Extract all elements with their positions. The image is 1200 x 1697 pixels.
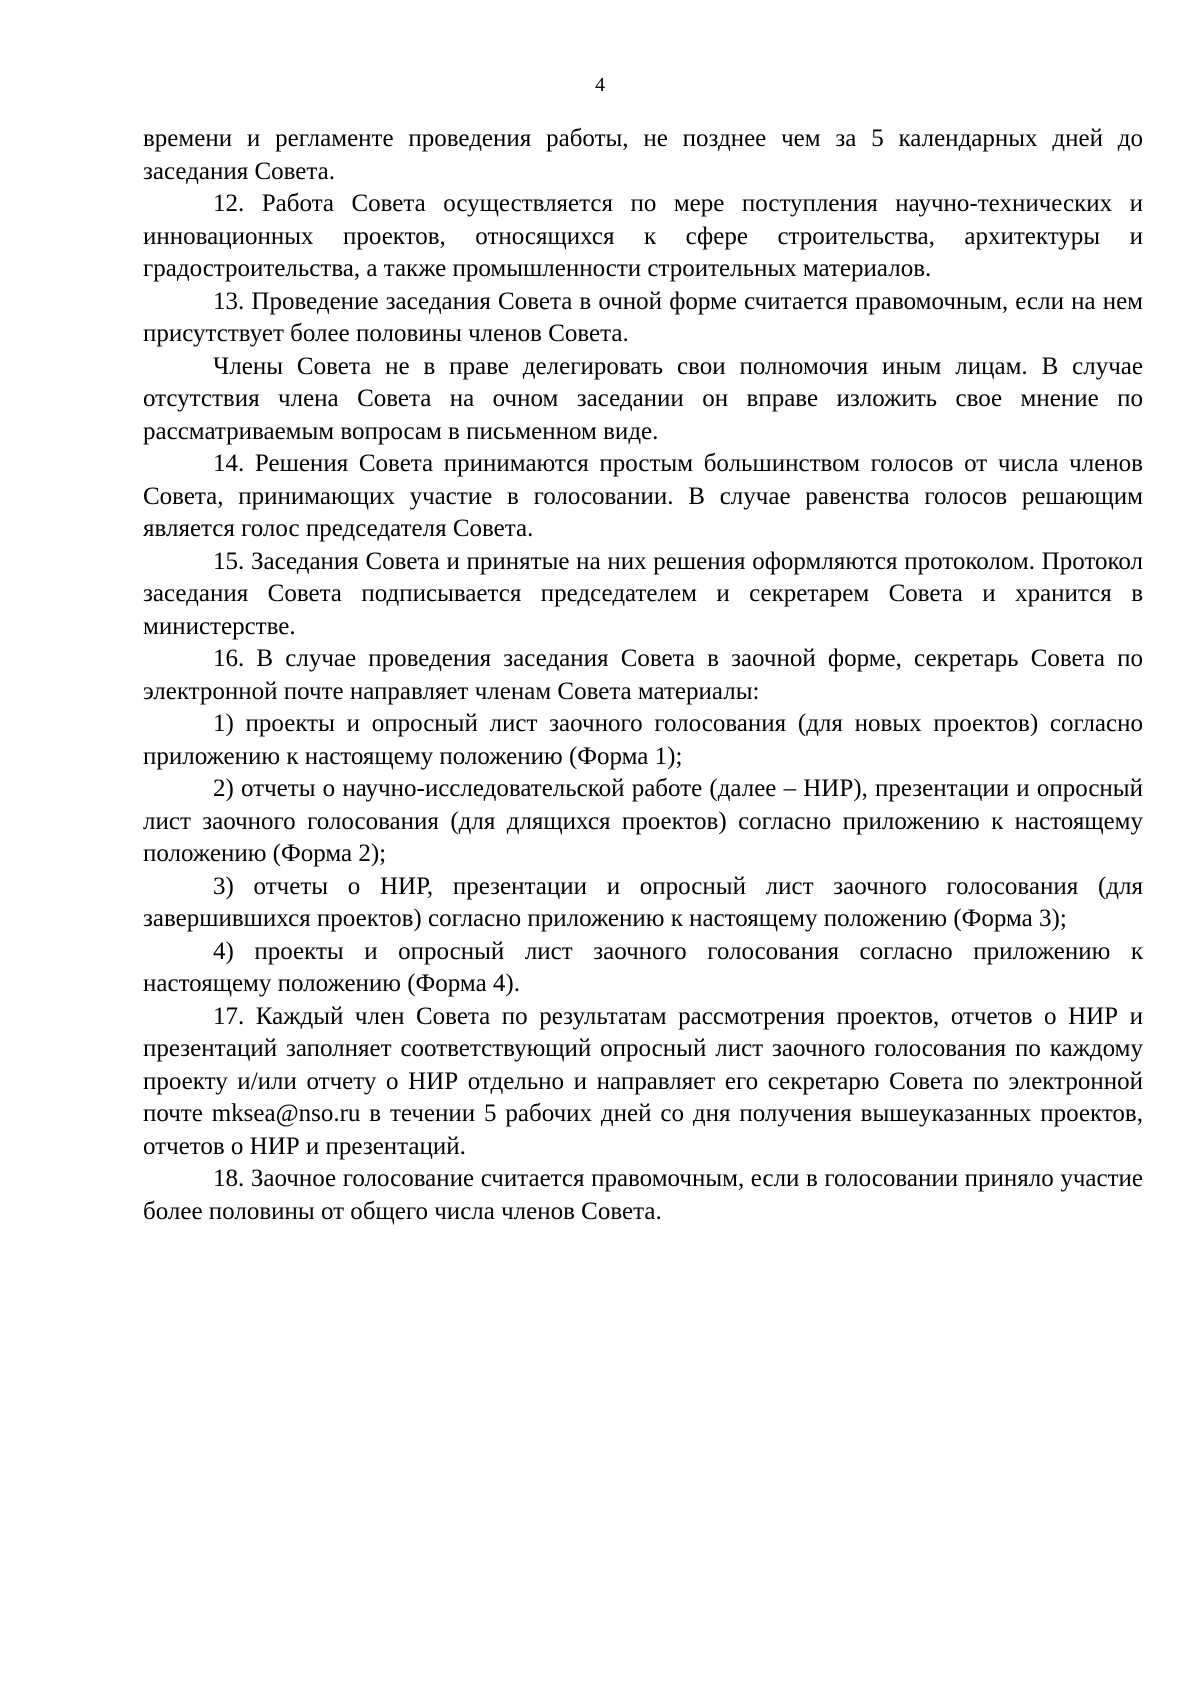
paragraph-16: 16. В случае проведения заседания Совета в заочной форме, секретарь Совета по электронной почте направляет членам Совета материалы: <box>143 645 1143 705</box>
paragraph-17: 17. Каждый член Совета по результатам рассмотрения проектов, отчетов о НИР и презентаций заполняет соответствующий опросный лист заочного голосования по каждому проекту и/или отчету о НИР отдельно и направляет его секретарю Совета по электронной почте mksea@nso.ru в течении 5 рабочих дней со дня получения вышеуказанных проектов, отчетов о НИР и презентаций. <box>143 1002 1143 1160</box>
paragraph-continuation: времени и регламенте проведения работы, не позднее чем за 5 календарных дней до заседания Совета. <box>143 125 1143 185</box>
paragraph-13: 13. Проведение заседания Совета в очной форме считается правомочным, если на нем присутствует более половины членов Совета. <box>143 287 1143 347</box>
paragraph-13-members: Члены Совета не в праве делегировать свои полномочия иным лицам. В случае отсутствия члена Совета на очном заседании он вправе изложить свое мнение по рассматриваемым вопросам в письменном виде. <box>143 352 1143 445</box>
list-item-3: 3) отчеты о НИР, презентации и опросный лист заочного голосования (для завершившихся проектов) согласно приложению к настоящему положению (Форма 3); <box>143 872 1143 932</box>
paragraph-18: 18. Заочное голосование считается правомочным, если в голосовании приняло участие более половины от общего числа членов Совета. <box>143 1165 1143 1225</box>
paragraph-12: 12. Работа Совета осуществляется по мере поступления научно-технических и инновационных проектов, относящихся к сфере строительства, архитектуры и градостроительства, а также промышленности строительных материалов. <box>143 190 1143 282</box>
paragraph-14: 14. Решения Совета принимаются простым большинством голосов от числа членов Совета, принимающих участие в голосовании. В случае равенства голосов решающим является голос председателя Совета. <box>143 450 1143 542</box>
list-item-1: 1) проекты и опросный лист заочного голосования (для новых проектов) согласно приложению к настоящему положению (Форма 1); <box>143 710 1143 770</box>
document-body <box>143 123 1143 1228</box>
list-item-2: 2) отчеты о научно-исследовательской работе (далее – НИР), презентации и опросный лист заочного голосования (для длящихся проектов) согласно приложению к настоящему положению (Форма 2); <box>143 775 1143 867</box>
list-item-4: 4) проекты и опросный лист заочного голосования согласно приложению к настоящему положению (Форма 4). <box>143 937 1143 997</box>
paragraph-15: 15. Заседания Совета и принятые на них решения оформляются протоколом. Протокол заседания Совета подписывается председателем и секретарем Совета и хранится в министерстве. <box>143 547 1143 640</box>
page-number: 4 <box>595 74 605 96</box>
